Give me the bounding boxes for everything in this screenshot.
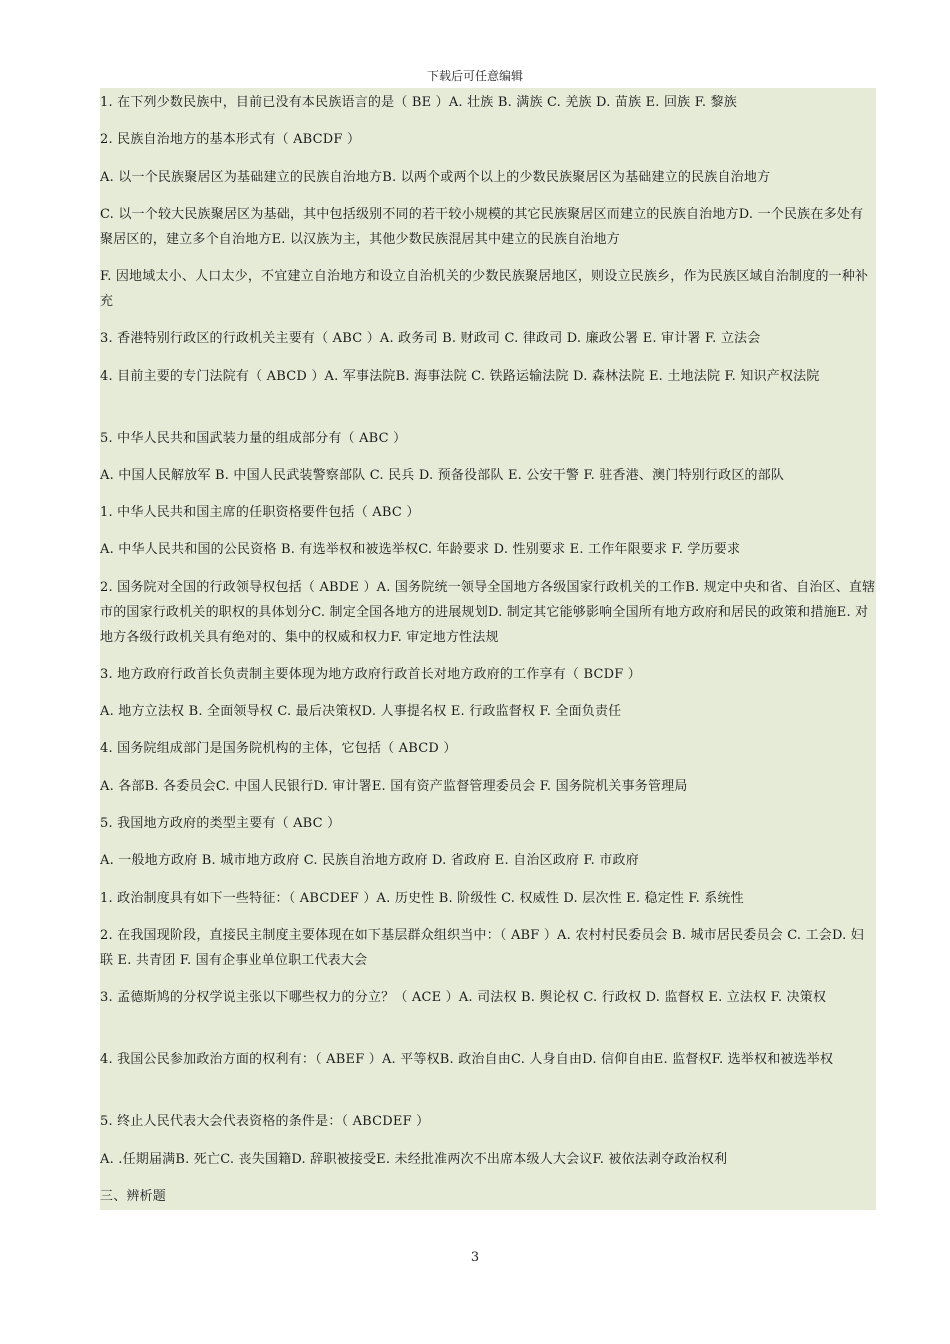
paragraph: 3. 地方政府行政首长负责制主要体现为地方政府行政首长对地方政府的工作享有（ BCDF ） <box>100 667 641 682</box>
paragraph: A. 以一个民族聚居区为基础建立的民族自治地方B. 以两个或两个以上的少数民族聚居区为基础建立的民族自治地方 <box>100 170 771 185</box>
paragraph: 2. 在我国现阶段，直接民主制度主要体现在如下基层群众组织当中：（ ABF ）A. 农村村民委员会 B. 城市居民委员会 C. 工会D. 妇联 E. 共青团 F. 国有企事业单位职工代表大会 <box>100 928 864 968</box>
paragraph: A. 中华人民共和国的公民资格 B. 有选举权和被选举权C. 年龄要求 D. 性别要求 E. 工作年限要求 F. 学历要求 <box>100 542 741 557</box>
section-heading: 三、辨析题 <box>100 1189 167 1204</box>
paragraph: 1. 政治制度具有如下一些特征：（ ABCDEF ）A. 历史性 B. 阶级性 C. 权威性 D. 层次性 E. 稳定性 F. 系统性 <box>100 891 744 906</box>
paragraph: 4. 我国公民参加政治方面的权利有：（ ABEF ）A. 平等权B. 政治自由C. 人身自由D. 信仰自由E. 监督权F. 选举权和被选举权 <box>100 1052 834 1067</box>
paragraph: A. 各部B. 各委员会C. 中国人民银行D. 审计署E. 国有资产监督管理委员会 F. 国务院机关事务管理局 <box>100 779 688 794</box>
paragraph: A. .任期届满B. 死亡C. 丧失国籍D. 辞职被接受E. 未经批准两次不出席本级人大会议F. 被依法剥夺政治权利 <box>100 1152 728 1167</box>
paragraph: 3. 香港特别行政区的行政机关主要有（ ABC ）A. 政务司 B. 财政司 C. 律政司 D. 廉政公署 E. 审计署 F. 立法会 <box>100 331 761 346</box>
paragraph: 5. 终止人民代表大会代表资格的条件是：（ ABCDEF ） <box>100 1114 430 1129</box>
paragraph: 4. 目前主要的专门法院有（ ABCD ）A. 军事法院B. 海事法院 C. 铁路运输法院 D. 森林法院 E. 土地法院 F. 知识产权法院 <box>100 369 820 384</box>
paragraph: A. 一般地方政府 B. 城市地方政府 C. 民族自治地方政府 D. 省政府 E. 自治区政府 F. 市政府 <box>100 853 639 868</box>
paragraph: 2. 国务院对全国的行政领导权包括（ ABDE ）A. 国务院统一领导全国地方各级国家行政机关的工作B. 规定中央和省、自治区、直辖市的国家行政机关的职权的具体划分C. 制定全国各地方的进展规划D. 制定其它能够影响全国所有地方政府和居民的政策和措施E. 对地方各级行政机关具有绝对的、集中的权威和权力F. 审定地方性法规 <box>100 580 876 645</box>
paragraph: A. 地方立法权 B. 全面领导权 C. 最后决策权D. 人事提名权 E. 行政监督权 F. 全面负责任 <box>100 704 622 719</box>
document-body <box>100 88 876 1210</box>
paragraph: A. 中国人民解放军 B. 中国人民武装警察部队 C. 民兵 D. 预备役部队 E. 公安干警 F. 驻香港、澳门特别行政区的部队 <box>100 468 785 483</box>
paragraph: 1. 中华人民共和国主席的任职资格要件包括（ ABC ） <box>100 505 420 520</box>
paragraph: F. 因地域太小、人口太少，不宜建立自治地方和设立自治机关的少数民族聚居地区，则设立民族乡，作为民族区域自治制度的一种补充 <box>100 269 869 309</box>
paragraph: 1. 在下列少数民族中，目前已没有本民族语言的是（ BE ）A. 壮族 B. 满族 C. 羌族 D. 苗族 E. 回族 F. 黎族 <box>100 95 737 110</box>
page-header: 下载后可任意编辑 <box>426 69 523 83</box>
paragraph: 5. 中华人民共和国武装力量的组成部分有（ ABC ） <box>100 431 407 446</box>
paragraph: 2. 民族自治地方的基本形式有（ ABCDF ） <box>100 132 361 147</box>
paragraph: 3. 孟德斯鸠的分权学说主张以下哪些权力的分立？（ ACE ）A. 司法权 B. 舆论权 C. 行政权 D. 监督权 E. 立法权 F. 决策权 <box>100 990 827 1005</box>
page-number: 3 <box>470 1250 480 1265</box>
paragraph: 5. 我国地方政府的类型主要有（ ABC ） <box>100 816 341 831</box>
paragraph: 4. 国务院组成部门是国务院机构的主体，它包括（ ABCD ） <box>100 741 457 756</box>
paragraph: C. 以一个较大民族聚居区为基础，其中包括级别不同的若干较小规模的其它民族聚居区而建立的民族自治地方D. 一个民族在多处有聚居区的，建立多个自治地方E. 以汉族为主，其他少数民族混居其中建立的民族自治地方 <box>100 207 864 247</box>
